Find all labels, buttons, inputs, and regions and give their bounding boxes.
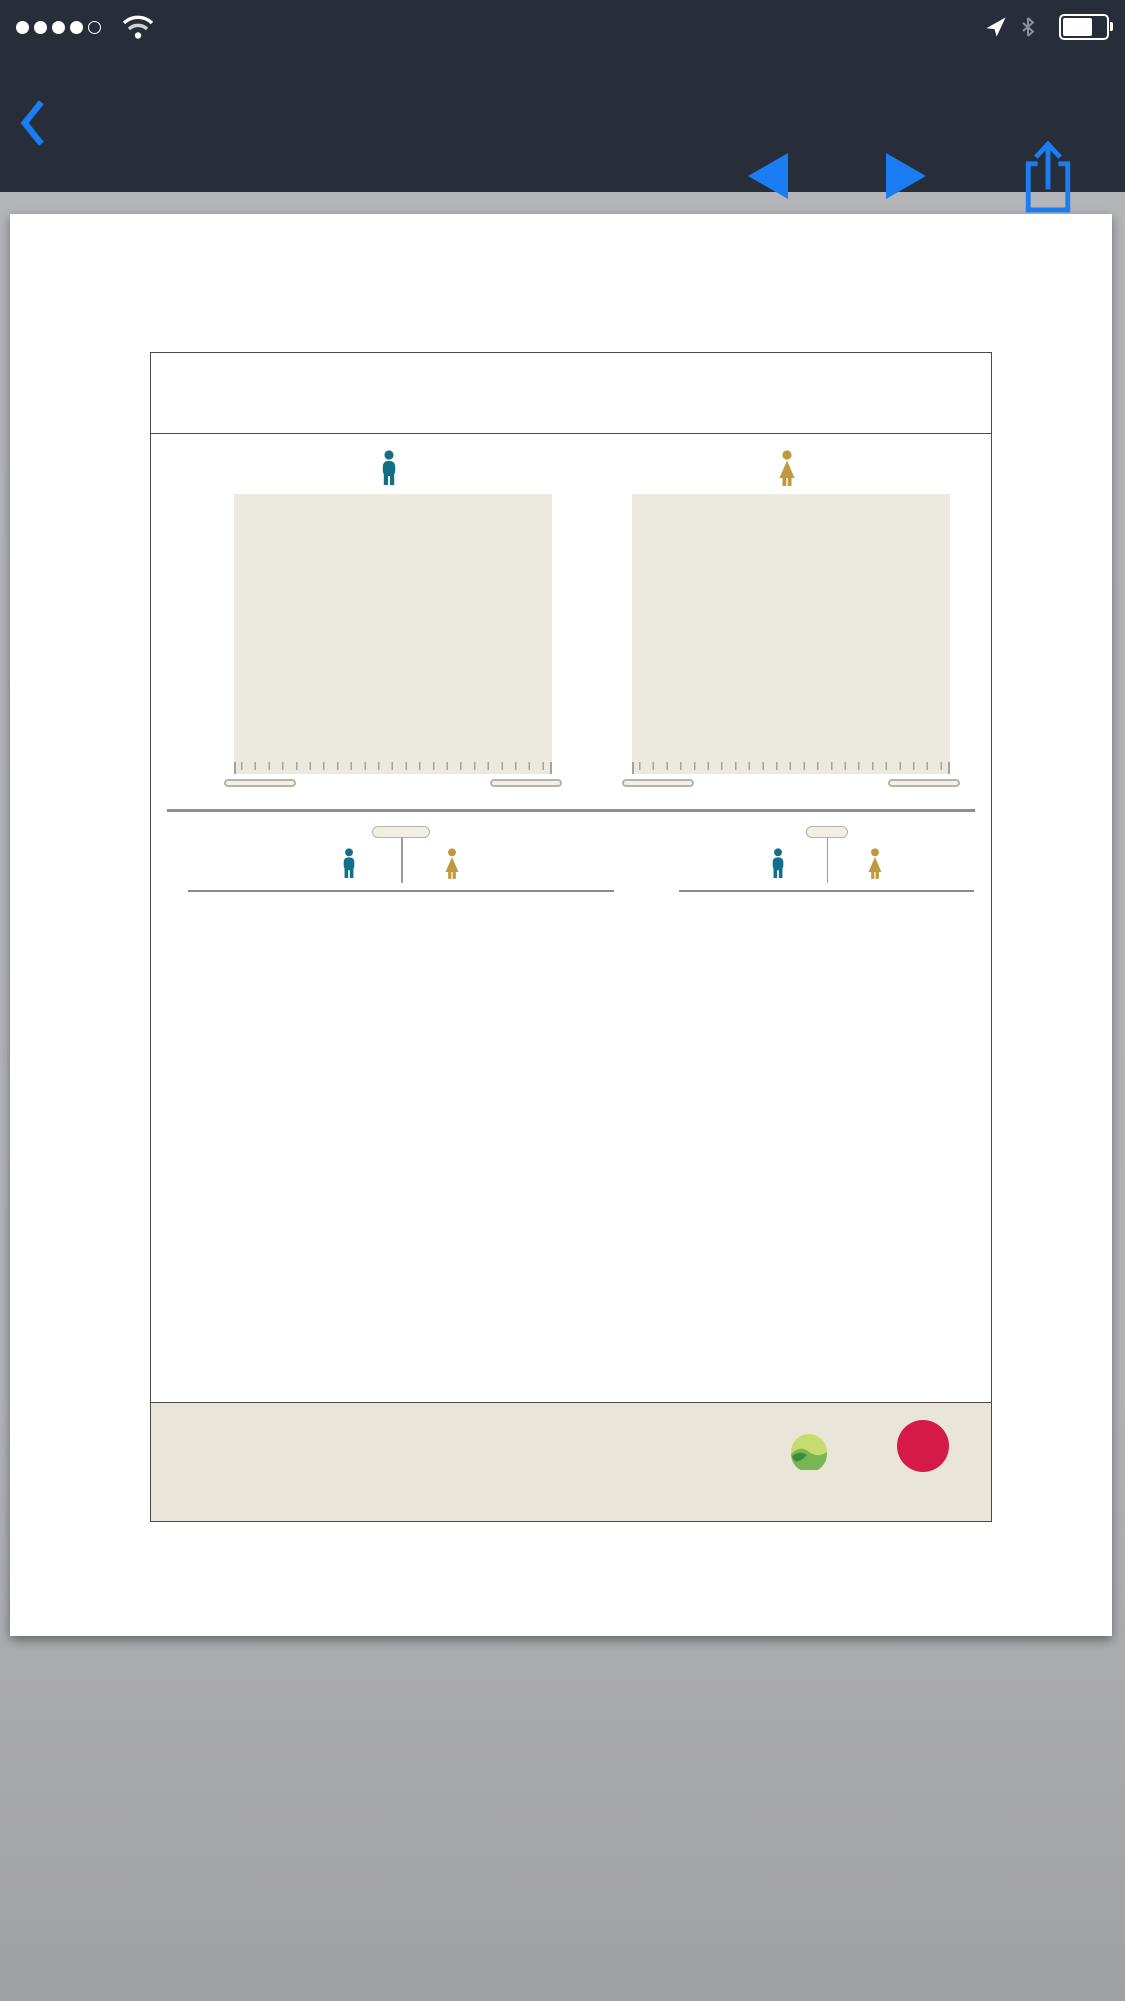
risk-factors-table xyxy=(679,826,974,897)
share-button[interactable] xyxy=(1016,138,1080,216)
causes-of-death-pill xyxy=(372,826,430,838)
section-divider xyxy=(167,809,975,812)
causes-of-death-table xyxy=(188,826,614,897)
male-icon xyxy=(769,848,787,884)
next-page-button[interactable] xyxy=(886,153,926,199)
x-axis-start-pill xyxy=(622,779,694,787)
female-icon xyxy=(865,848,885,884)
x-axis-start-pill xyxy=(224,779,296,787)
infographic-title xyxy=(151,353,991,434)
battery-icon xyxy=(1059,14,1109,40)
female-chart-block xyxy=(552,448,991,795)
risk-factors-pill xyxy=(806,826,848,838)
authors-text xyxy=(171,1416,443,1508)
previous-page-button[interactable] xyxy=(748,153,788,199)
female-line-chart xyxy=(632,494,950,762)
sources-text xyxy=(463,1416,759,1508)
back-chevron-icon[interactable] xyxy=(18,98,46,148)
bluetooth-icon xyxy=(1019,14,1037,40)
status-bar xyxy=(0,0,1125,54)
x-axis-ticks xyxy=(632,762,950,774)
male-line-chart xyxy=(234,494,552,762)
female-icon xyxy=(775,450,799,492)
pdf-page xyxy=(10,214,1112,1636)
x-axis-end-pill xyxy=(888,779,960,787)
wifi-icon xyxy=(121,14,155,40)
credits-box xyxy=(151,1402,991,1521)
life-expectancy-charts xyxy=(151,448,991,795)
x-axis-ticks xyxy=(234,762,552,774)
location-arrow-icon xyxy=(984,15,1008,39)
male-icon xyxy=(378,450,400,492)
male-icon xyxy=(340,848,358,884)
ihme-logo xyxy=(791,1434,837,1470)
pdf-reader-toolbar xyxy=(0,54,1125,192)
infographic xyxy=(150,352,992,1522)
signal-strength-icon xyxy=(16,21,101,34)
jama-network-logo xyxy=(897,1420,963,1478)
female-icon xyxy=(442,848,462,884)
male-chart-block xyxy=(151,448,552,795)
article-series-header xyxy=(150,314,164,332)
